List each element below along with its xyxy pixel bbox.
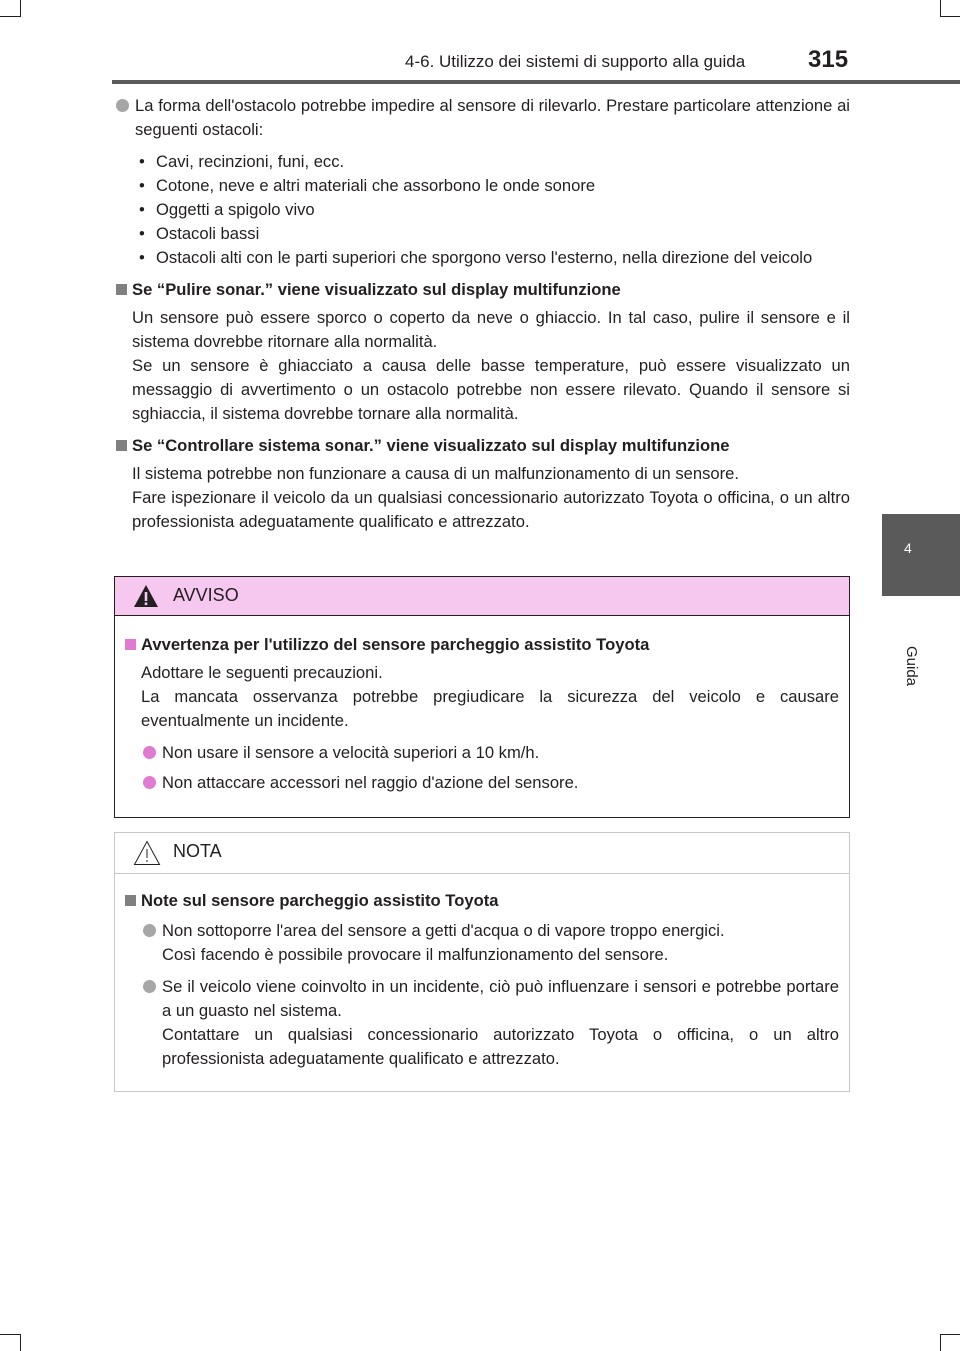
header-rule xyxy=(112,80,960,84)
paragraph: Un sensore può essere sporco o coperto da neve o ghiaccio. In tal caso, pulire il sensore e il sistema dovrebbe ritornare alla normalità. xyxy=(132,308,850,351)
paragraph: Così facendo è possibile provocare il malfunzionamento del sensore. xyxy=(162,945,669,964)
crop-mark xyxy=(940,1334,960,1335)
paragraph: Non sottoporre l'area del sensore a getti d'acqua o di vapore troppo energici. xyxy=(162,921,725,940)
note-heading xyxy=(125,889,839,913)
section-heading xyxy=(116,278,850,302)
bullet-dot-icon xyxy=(143,980,156,993)
crop-mark xyxy=(940,16,960,17)
section-body xyxy=(116,306,850,426)
list-item: • Cavi, recinzioni, funi, ecc. xyxy=(135,150,850,174)
main-content xyxy=(116,94,850,534)
list-item: • Cotone, neve e altri materiali che assorbono le onde sonore xyxy=(135,174,850,198)
paragraph: Fare ispezionare il veicolo da un qualsiasi concessionario autorizzato Toyota o officina, o un altro professionista adeguatamente qualificato e attrezzato. xyxy=(132,488,850,531)
bullet-dot-icon xyxy=(143,924,156,937)
note-bullet xyxy=(143,919,839,967)
warning-box-body xyxy=(125,633,839,795)
chapter-number: 4 xyxy=(904,540,912,556)
square-bullet-icon xyxy=(116,284,127,295)
chapter-label: Guida xyxy=(903,646,920,687)
paragraph: Se il veicolo viene coinvolto in un incidente, ciò può influenzare i sensori e potrebbe portare a un guasto nel sistema. xyxy=(162,977,839,1020)
warning-bullet xyxy=(143,771,839,795)
note-bullet xyxy=(143,975,839,1071)
paragraph: La mancata osservanza potrebbe pregiudicare la sicurezza del veicolo e causare eventualmente un incidente. xyxy=(141,687,839,730)
square-bullet-icon xyxy=(125,895,136,906)
warning-bullet xyxy=(143,741,839,765)
note-box-title: NOTA xyxy=(173,841,222,861)
bullet-dot-icon xyxy=(143,746,156,759)
crop-mark xyxy=(0,16,20,17)
square-bullet-icon xyxy=(125,639,136,650)
crop-mark xyxy=(0,1334,20,1335)
square-bullet-icon xyxy=(116,440,127,451)
intro-bullet xyxy=(116,94,850,270)
section-heading xyxy=(116,434,850,458)
crop-mark xyxy=(20,1334,21,1351)
crop-mark xyxy=(940,0,941,17)
note-box-body xyxy=(125,889,839,1071)
warning-heading xyxy=(125,633,839,657)
warning-box xyxy=(114,576,850,818)
paragraph: Il sistema potrebbe non funzionare a causa di un malfunzionamento di un sensore. xyxy=(132,464,739,483)
bullet-dot-icon xyxy=(116,99,129,112)
page-number: 315 xyxy=(808,46,849,73)
warning-bullet-text: Non usare il sensore a velocità superiori a 10 km/h. xyxy=(162,743,540,762)
intro-text: La forma dell'ostacolo potrebbe impedire al sensore di rilevarlo. Prestare particolare attenzione ai seguenti ostacoli: xyxy=(135,96,850,139)
note-heading-text: Note sul sensore parcheggio assistito Toyota xyxy=(141,891,499,910)
list-item: • Ostacoli alti con le parti superiori che sporgono verso l'esterno, nella direzione del veicolo xyxy=(135,246,850,270)
warning-triangle-icon xyxy=(133,584,159,608)
paragraph: Adottare le seguenti precauzioni. xyxy=(141,663,383,682)
note-box-header xyxy=(115,833,849,874)
section-body xyxy=(116,462,850,534)
section-heading-text: Se “Pulire sonar.” viene visualizzato sul display multifunzione xyxy=(132,280,621,299)
paragraph: Se un sensore è ghiacciato a causa delle basse temperature, può essere visualizzato un messaggio di avvertimento o un ostacolo potrebbe non essere rilevato. Quando il sensore si sghiaccia, il sistema dovrebbe tornare alla normalità. xyxy=(132,356,850,423)
obstacle-list xyxy=(135,150,850,270)
warning-box-header xyxy=(115,577,849,616)
paragraph: Contattare un qualsiasi concessionario autorizzato Toyota o officina, o un altro professionista adeguatamente qualificato e attrezzato. xyxy=(162,1025,839,1068)
list-item: • Oggetti a spigolo vivo xyxy=(135,198,850,222)
caution-triangle-icon xyxy=(133,840,161,866)
section-title: 4-6. Utilizzo dei sistemi di supporto alla guida xyxy=(405,52,746,71)
warning-heading-text: Avvertenza per l'utilizzo del sensore parcheggio assistito Toyota xyxy=(141,635,650,654)
list-item: • Ostacoli bassi xyxy=(135,222,850,246)
warning-box-title: AVVISO xyxy=(173,585,239,605)
section-heading-text: Se “Controllare sistema sonar.” viene visualizzato sul display multifunzione xyxy=(132,436,730,455)
note-box xyxy=(114,832,850,1092)
crop-mark xyxy=(940,1334,941,1351)
chapter-tab xyxy=(882,514,960,596)
warning-intro xyxy=(125,661,839,733)
crop-mark xyxy=(20,0,21,17)
bullet-dot-icon xyxy=(143,776,156,789)
warning-bullet-text: Non attaccare accessori nel raggio d'azione del sensore. xyxy=(162,773,579,792)
